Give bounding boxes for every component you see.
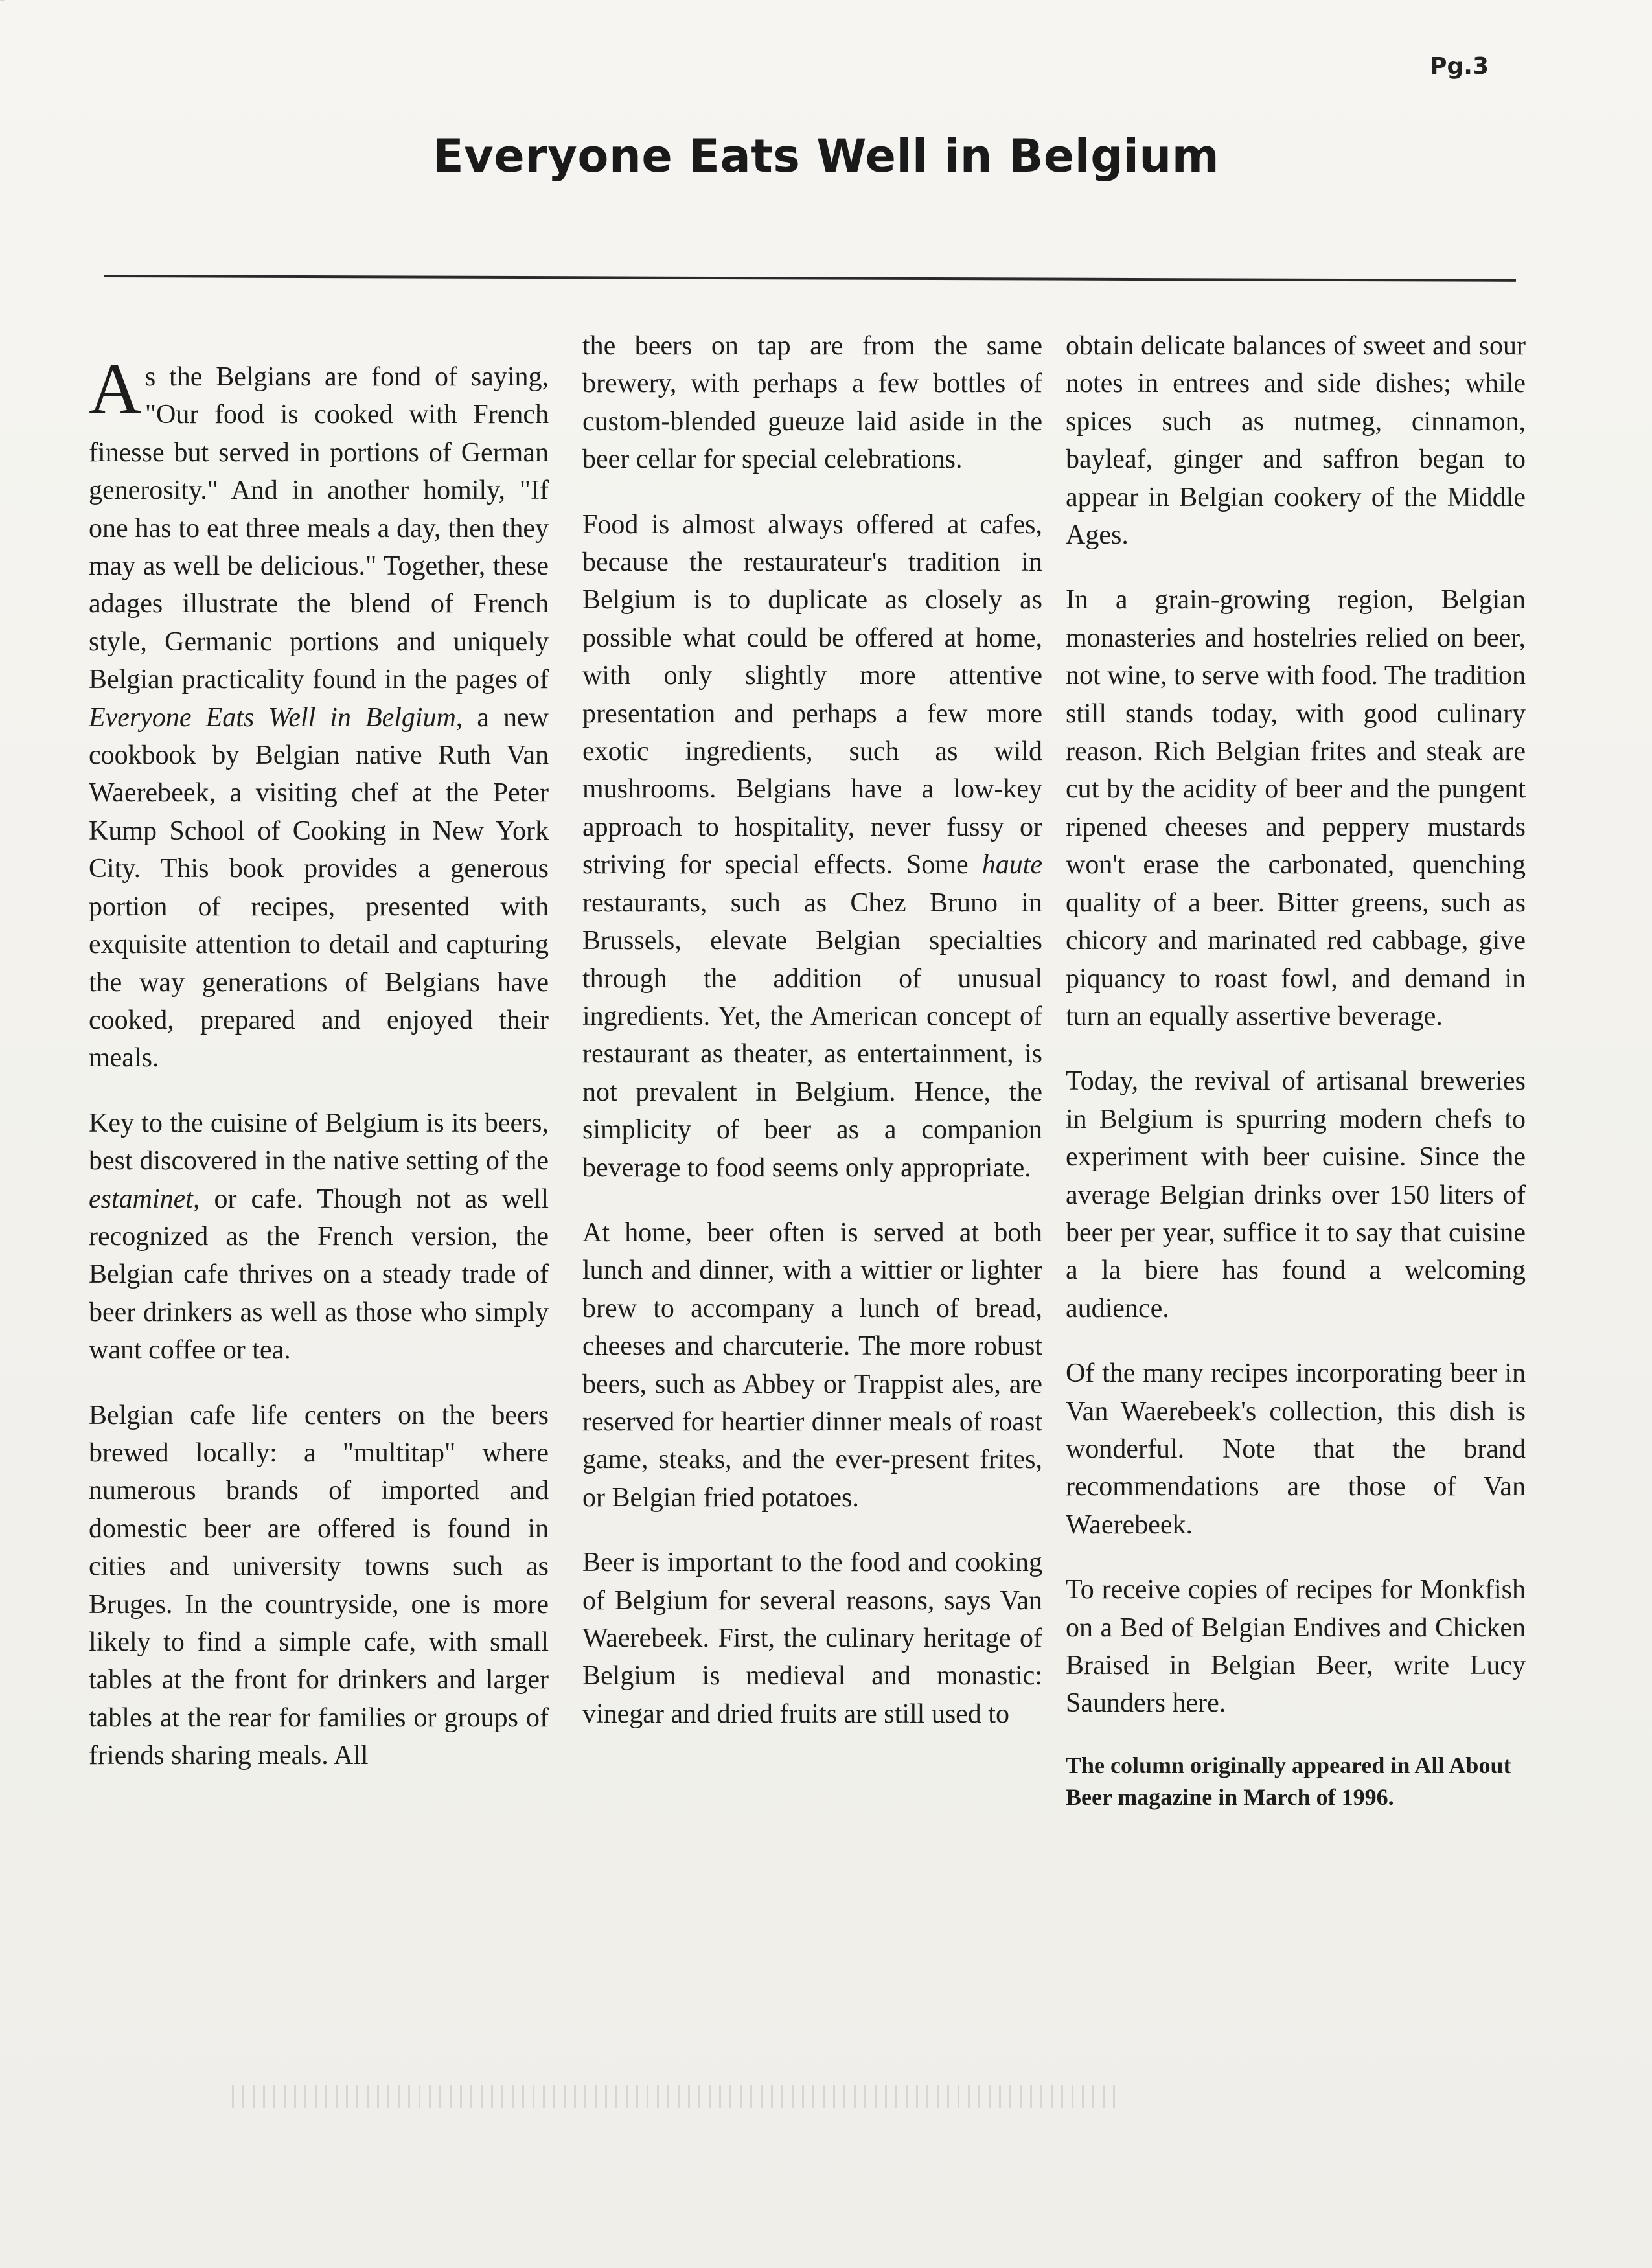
paragraph: To receive copies of recipes for Monkfish on a Bed of Belgian Endives and Chicken Braised in Belgian Beer, write Lucy Saunders here. — [1066, 1575, 1526, 1719]
paragraph — [89, 1105, 549, 1369]
paragraph: Of the many recipes incorporating beer in Van Waerebeek's collection, this dish is wonderful. Note that the brand recommendations are those of Van Waerebeek. — [1066, 1358, 1526, 1540]
paragraph-text: restaurants, such as Chez Bruno in Brussels, elevate Belgian specialties through the addition of unusual ingredients. Yet, the American concept of restaurant as theater, as entertainment, is not prevalent in Belgium. Hence, the simplicity of beer as a companion beverage to food seems only appropriate. — [582, 888, 1042, 1183]
publication-note: The column originally appeared in All About Beer magazine in March of 1996. — [1066, 1752, 1511, 1810]
page-number: Pg.3 — [1430, 53, 1489, 80]
paragraph: obtain delicate balances of sweet and sour notes in entrees and side dishes; while spices such as nutmeg, cinnamon, bayleaf, ginger and saffron began to appear in Belgian cookery of the Middle Ages. — [1066, 331, 1526, 551]
paragraph-text: , a new cookbook by Belgian native Ruth Van Waerebeek, a visiting chef at the Peter Kump School of Cooking in New York City. This book provides a generous portion of recipes, presented with exquisite attention to detail and capturing the way generations of Belgians have cooked, prepared and enjoyed their meals. — [89, 702, 549, 1073]
paragraph-text: Key to the cuisine of Belgium is its beers, best discovered in the native setting of the — [89, 1108, 549, 1176]
title-divider — [104, 275, 1516, 282]
paragraph-text: , or cafe. Though not as well recognized as the French version, the Belgian cafe thrives on a steady trade of beer drinkers as well as those who simply want coffee or tea. — [89, 1184, 549, 1366]
bleed-through-barcode — [232, 2085, 1119, 2108]
column-3 — [1066, 327, 1526, 1840]
italic-term: estaminet — [89, 1184, 193, 1214]
column-2 — [582, 327, 1042, 1760]
article-body — [89, 327, 1527, 2011]
book-title: Everyone Eats Well in Belgium — [89, 702, 456, 733]
column-1 — [89, 349, 549, 1802]
paragraph — [89, 349, 549, 1077]
paragraph: At home, beer often is served at both lunch and dinner, with a wittier or lighter brew to accompany a lunch of bread, cheeses and charcuterie. The more robust beers, such as Abbey or Trappist ales, are reserved for heartier dinner meals of roast game, steaks, and the ever-present frites, or Belgian fried potatoes. — [582, 1217, 1042, 1513]
drop-cap: A — [89, 349, 141, 429]
paragraph: In a grain-growing region, Belgian monasteries and hostelries relied on beer, not wine, to serve with food. The tradition still stands today, with good culinary reason. Rich Belgian frites and steak are cut by the acidity of beer and the pungent ripened cheeses and peppery mustards won't erase the carbonated, quenching quality of a beer. Bitter greens, such as chicory and marinated red cabbage, give piquancy to roast fowl, and demand in turn an equally assertive beverage. — [1066, 585, 1526, 1031]
article-title: Everyone Eats Well in Belgium — [432, 130, 1220, 183]
italic-term: haute — [981, 850, 1042, 880]
paragraph — [582, 506, 1042, 1187]
paragraph: Belgian cafe life centers on the beers brewed locally: a "multitap" where numerous brands of imported and domestic beer are offered is found in cities and university towns such as Bruges. In the countryside, one is more likely to find a simple cafe, with small tables at the front for drinkers and larger tables at the rear for families or groups of friends sharing meals. All — [89, 1400, 549, 1771]
paragraph: the beers on tap are from the same brewery, with perhaps a few bottles of custom-blended gueuze laid aside in the beer cellar for special celebrations. — [582, 331, 1042, 475]
paragraph: Today, the revival of artisanal breweries in Belgium is spurring modern chefs to experiment with beer cuisine. Since the average Belgian drinks over 150 liters of beer per year, suffice it to say that cuisine a la biere has found a welcoming audience. — [1066, 1066, 1526, 1323]
paper-fold — [0, 0, 162, 14]
paragraph: Beer is important to the food and cooking of Belgium for several reasons, says Van Waerebeek. First, the culinary heritage of Belgium is medieval and monastic: vinegar and dried fruits are still used to — [582, 1548, 1042, 1729]
paragraph-text: Food is almost always offered at cafes, because the restaurateur's tradition in Belgium is to duplicate as closely as possible what could be offered at home, with only slightly more attentive presentation and perhaps a few more exotic ingredients, such as wild mushrooms. Belgians have a low-key approach to hospitality, never fussy or striving for special effects. Some — [582, 509, 1042, 880]
paragraph-text: s the Belgians are fond of saying, "Our food is cooked with French finesse but served in portions of German generosity." And in another homily, "If one has to eat three meals a day, then they may as well be delicious." Together, these adages illustrate the blend of French style, Germanic portions and uniquely Belgian practicality found in the pages of — [89, 362, 549, 695]
